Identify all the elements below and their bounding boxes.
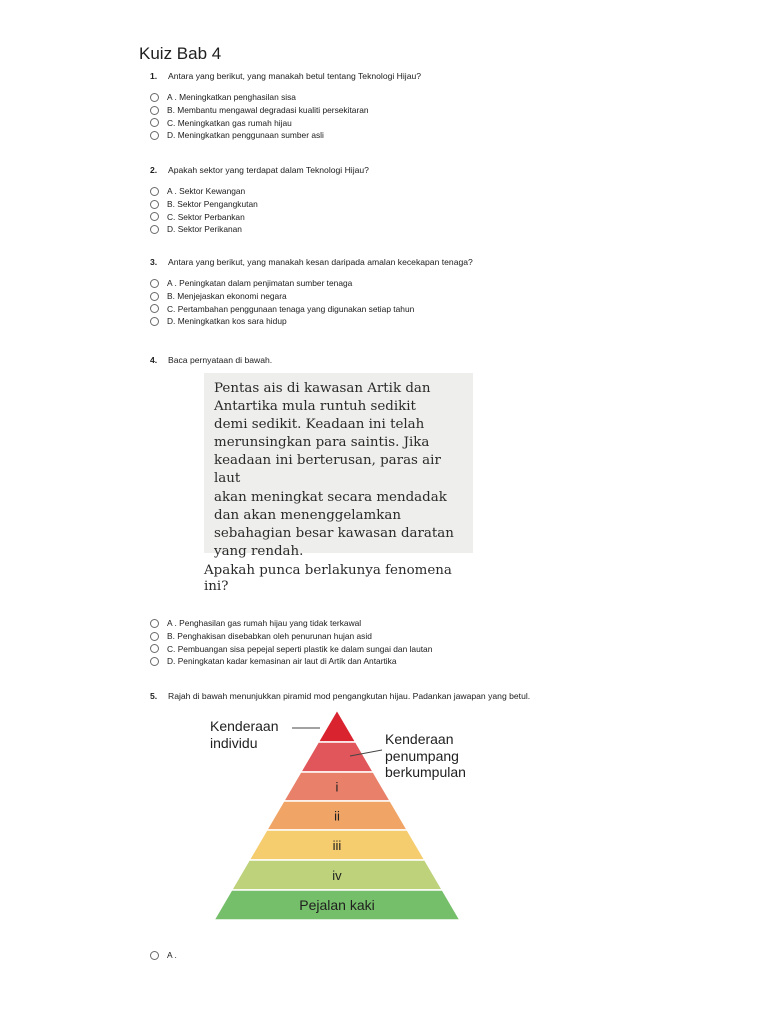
option-c[interactable] (150, 210, 750, 223)
option-label: C. Pertambahan penggunaan tenaga yang digunakan setiap tahun (167, 303, 415, 314)
question-number: 3. (150, 257, 158, 267)
radio-button[interactable] (150, 187, 159, 196)
green-transport-pyramid (200, 706, 490, 926)
option-label: B. Membantu mengawal degradasi kualiti persekitaran (167, 105, 369, 116)
question-text: Rajah di bawah menunjukkan piramid mod pengangkutan hijau. Padankan jawapan yang betul. (168, 691, 531, 701)
option-c[interactable] (150, 116, 750, 129)
option-label: A . Meningkatkan penghasilan sisa (167, 92, 296, 103)
option-label: A . Penghasilan gas rumah hijau yang tidak terkawal (167, 618, 362, 629)
question-text: Apakah sektor yang terdapat dalam Teknologi Hijau? (168, 165, 369, 175)
radio-button[interactable] (150, 951, 159, 960)
question-3 (150, 257, 750, 328)
passage-line: yang rendah. (214, 543, 304, 559)
option-a[interactable] (150, 91, 750, 104)
option-d[interactable] (150, 655, 750, 668)
pyramid-level-2 (301, 742, 374, 772)
option-label: B. Penghakisan disebabkan oleh penurunan hujan asid (167, 631, 372, 642)
radio-button[interactable] (150, 292, 159, 301)
question-number: 5. (150, 691, 158, 701)
radio-button[interactable] (150, 106, 159, 115)
radio-button[interactable] (150, 619, 159, 628)
radio-button[interactable] (150, 225, 159, 234)
question-4 (150, 355, 750, 366)
radio-button[interactable] (150, 200, 159, 209)
option-label: D. Meningkatkan penggunaan sumber asli (167, 130, 324, 141)
option-label: C. Meningkatkan gas rumah hijau (167, 117, 292, 128)
option-label: A . Peningkatan dalam penjimatan sumber tenaga (167, 278, 353, 289)
radio-button[interactable] (150, 317, 159, 326)
pyramid-level-label: Pejalan kaki (299, 897, 375, 913)
radio-button[interactable] (150, 118, 159, 127)
pyramid-level-label: iii (332, 838, 342, 853)
option-b[interactable] (150, 290, 750, 303)
passage-question-line: Apakah punca berlakunya fenomena (204, 563, 452, 578)
question-1 (150, 71, 750, 142)
label-group-passenger-vehicle: penumpang (385, 748, 459, 764)
question-5-options (150, 940, 750, 962)
radio-button[interactable] (150, 279, 159, 288)
passage-line: sebahagian besar kawasan daratan (214, 525, 454, 541)
option-b[interactable] (150, 198, 750, 211)
passage-line: Antartika mula runtuh sedikit (214, 399, 416, 415)
option-label: A . (167, 950, 177, 961)
options-list (150, 277, 750, 328)
question-number: 1. (150, 71, 158, 81)
option-c[interactable] (150, 642, 750, 655)
option-a[interactable] (150, 617, 750, 630)
option-label: D. Peningkatan kadar kemasinan air laut di Artik dan Antartika (167, 656, 397, 667)
passage-line: dan akan menenggelamkan (214, 507, 401, 523)
question-text: Antara yang berikut, yang manakah kesan daripada amalan kecekapan tenaga? (168, 257, 473, 267)
option-label: C. Pembuangan sisa pepejal seperti plastik ke dalam sungai dan lautan (167, 643, 433, 654)
label-group-passenger-vehicle: berkumpulan (385, 764, 466, 780)
option-d[interactable] (150, 223, 750, 236)
question-2 (150, 165, 750, 236)
passage-line: akan meningkat secara mendadak (214, 489, 447, 505)
question-5 (150, 691, 750, 702)
option-a[interactable] (150, 949, 750, 962)
question-number: 2. (150, 165, 158, 175)
options-list (150, 617, 750, 668)
option-a[interactable] (150, 185, 750, 198)
radio-button[interactable] (150, 93, 159, 102)
question-text: Baca pernyataan di bawah. (168, 355, 273, 365)
option-d[interactable] (150, 129, 750, 142)
label-individual-vehicle: Kenderaan (210, 718, 279, 734)
pyramid-level-label: iv (332, 868, 342, 883)
options-list (150, 949, 750, 962)
option-label: C. Sektor Perbankan (167, 211, 245, 222)
option-b[interactable] (150, 630, 750, 643)
pyramid-level-label: ii (334, 808, 340, 824)
question-number: 4. (150, 355, 158, 365)
question-4-options (150, 608, 750, 668)
radio-button[interactable] (150, 644, 159, 653)
pyramid-level-1 (318, 710, 355, 742)
label-individual-vehicle: individu (210, 735, 258, 751)
radio-button[interactable] (150, 131, 159, 140)
option-a[interactable] (150, 277, 750, 290)
statement-passage (204, 373, 473, 559)
option-label: A . Sektor Kewangan (167, 186, 246, 197)
option-d[interactable] (150, 315, 750, 328)
radio-button[interactable] (150, 212, 159, 221)
passage-line: merunsingkan para saintis. Jika (214, 435, 430, 451)
option-label: B. Sektor Pengangkutan (167, 199, 258, 210)
options-list (150, 91, 750, 142)
passage-line: keadaan ini berterusan, paras air laut (214, 453, 441, 487)
passage-line: demi sedikit. Keadaan ini telah (214, 417, 425, 433)
passage-line: Pentas ais di kawasan Artik dan (214, 381, 431, 396)
radio-button[interactable] (150, 657, 159, 666)
label-group-passenger-vehicle: Kenderaan (385, 731, 454, 747)
option-c[interactable] (150, 302, 750, 315)
option-b[interactable] (150, 104, 750, 117)
radio-button[interactable] (150, 304, 159, 313)
passage-question (204, 563, 484, 595)
radio-button[interactable] (150, 632, 159, 641)
question-text: Antara yang berikut, yang manakah betul tentang Teknologi Hijau? (168, 71, 422, 81)
options-list (150, 185, 750, 236)
option-label: B. Menjejaskan ekonomi negara (167, 291, 287, 302)
page-title: Kuiz Bab 4 (139, 44, 222, 63)
option-label: D. Sektor Perikanan (167, 224, 242, 235)
option-label: D. Meningkatkan kos sara hidup (167, 316, 287, 327)
pyramid-level-label: i (335, 779, 339, 795)
passage-question-line: ini? (204, 579, 229, 594)
